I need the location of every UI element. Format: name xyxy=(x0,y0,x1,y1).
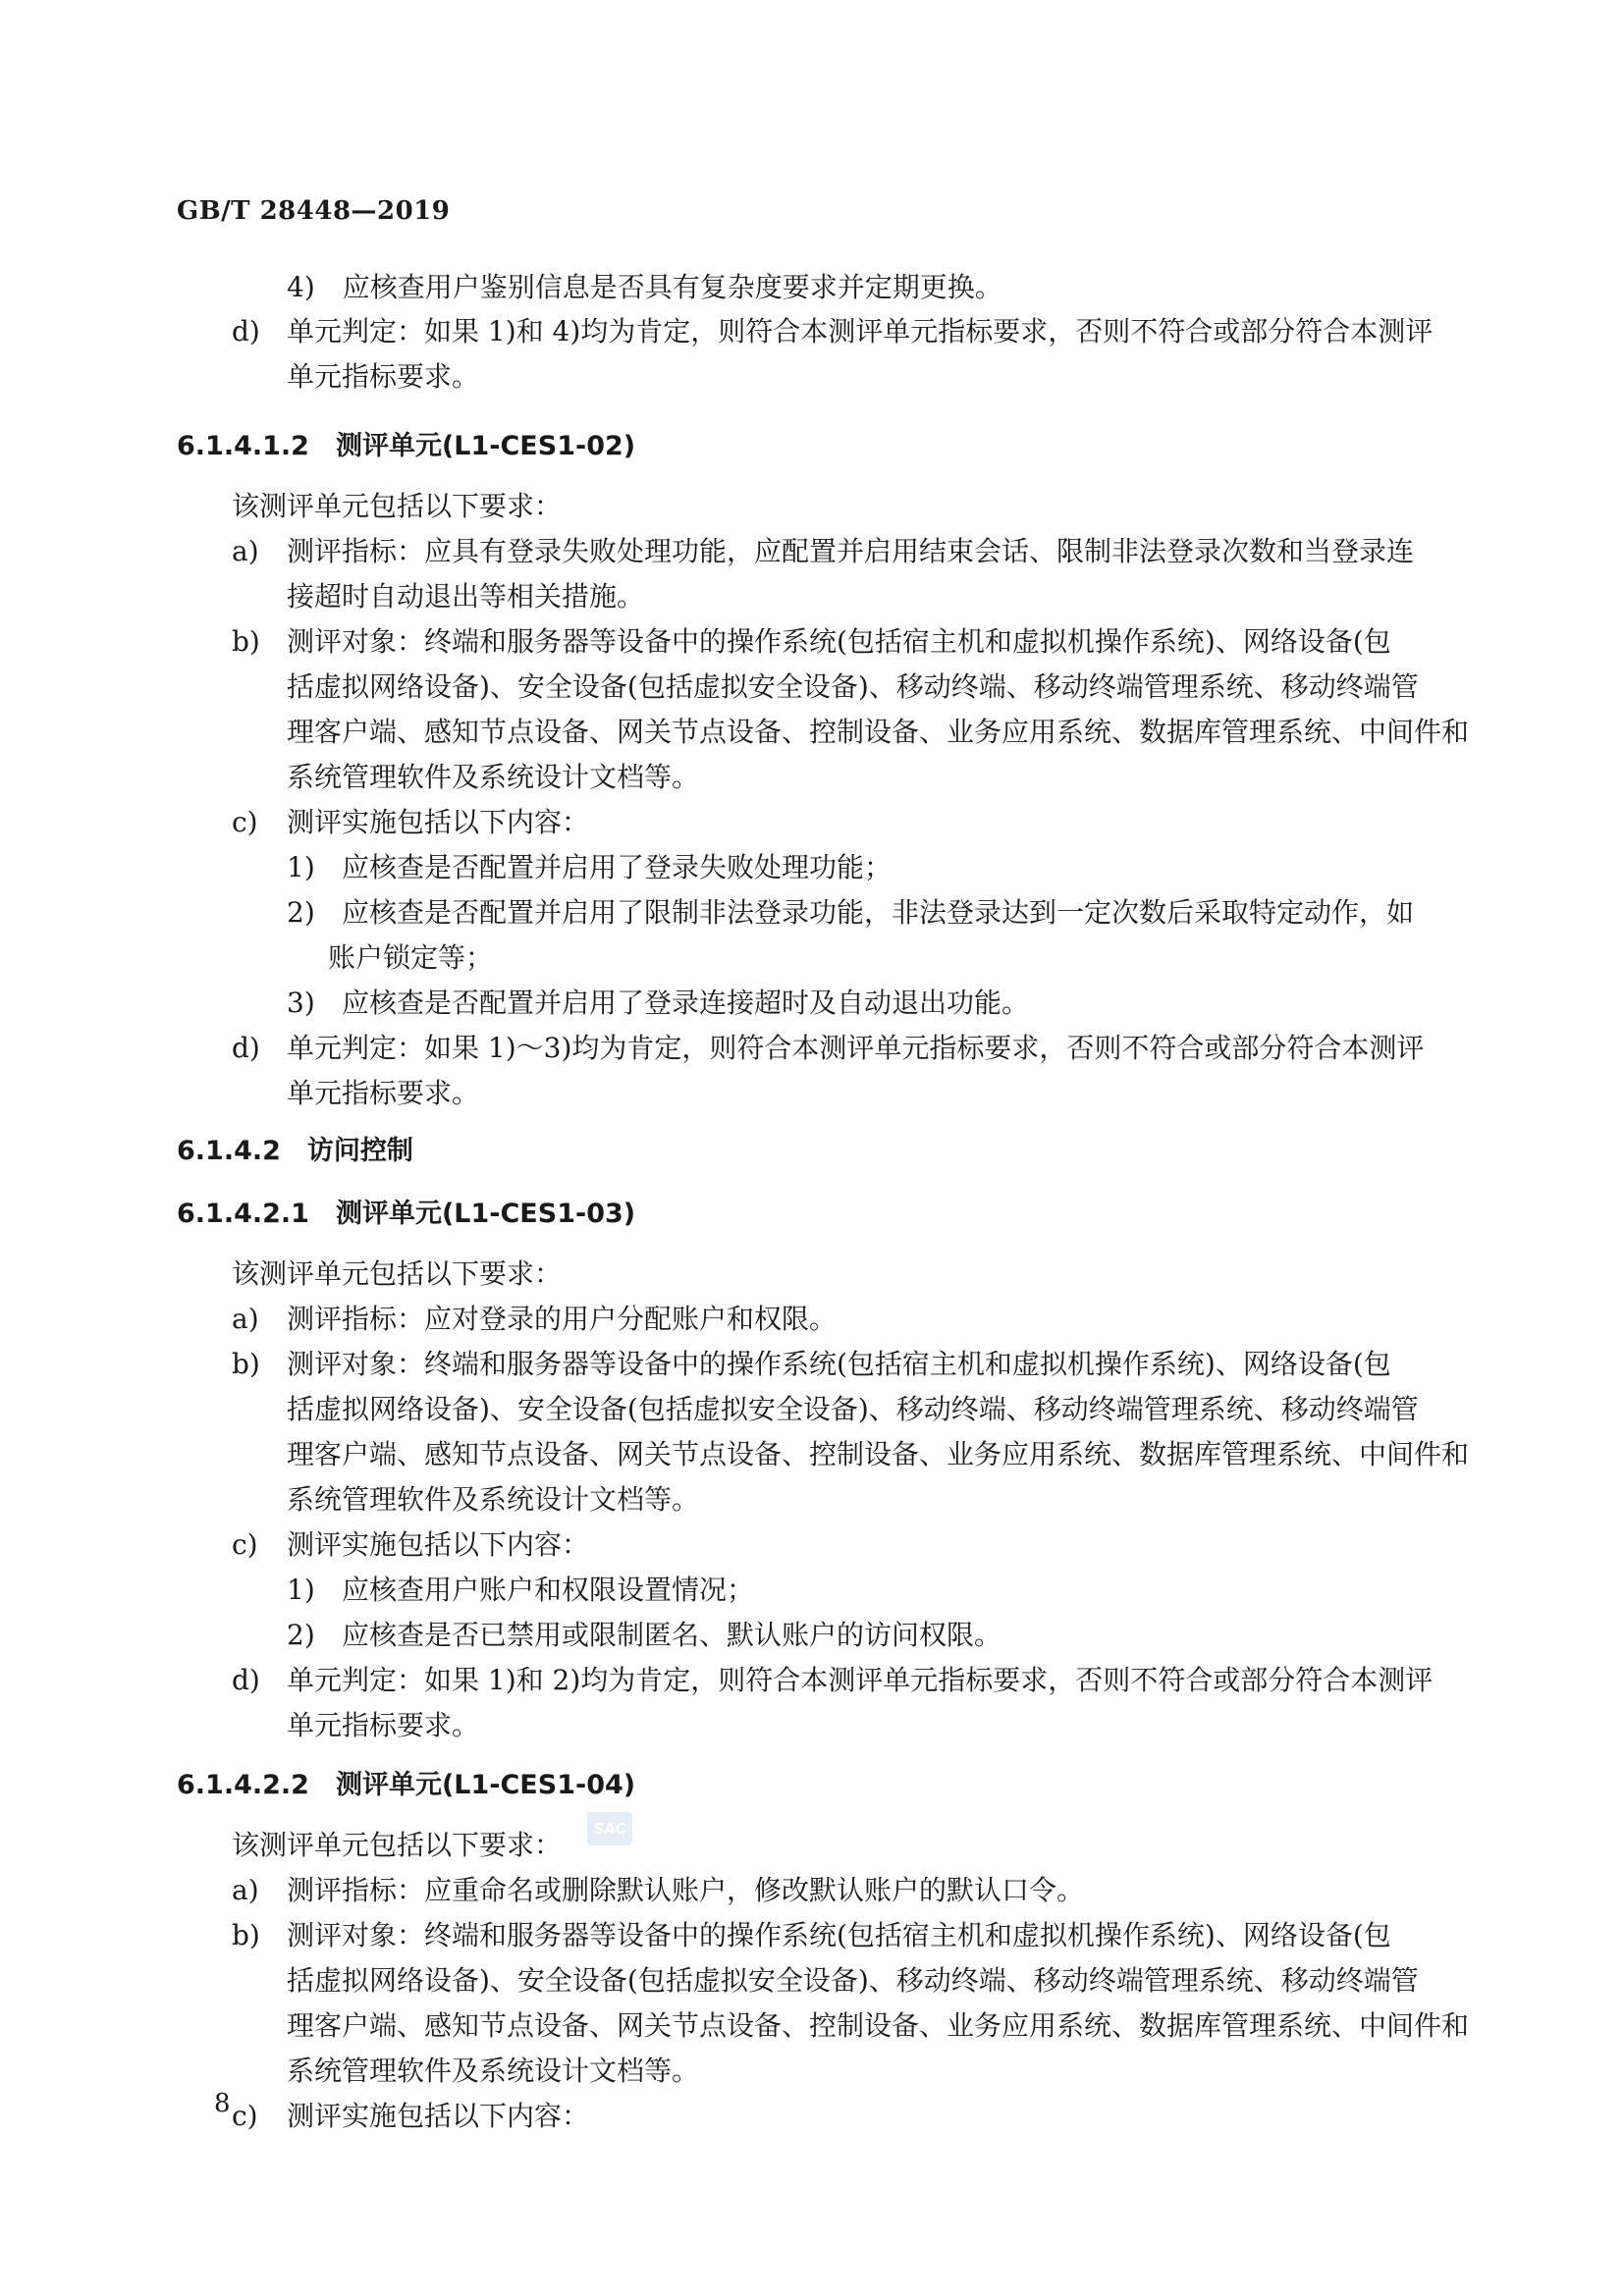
list-label: a) xyxy=(232,1303,259,1335)
paragraph: 该测评单元包括以下要求： xyxy=(232,1257,563,1290)
list-item: 系统管理软件及系统设计文档等。 xyxy=(287,2055,700,2087)
section-heading: 6.1.4.1.2 测评单元(L1-CES1-02) xyxy=(177,431,636,461)
list-label: d) xyxy=(232,1664,260,1696)
standard-number: GB/T 28448—2019 xyxy=(177,196,451,226)
list-item: 测评实施包括以下内容： xyxy=(287,806,590,838)
list-label: 1) xyxy=(287,1574,315,1606)
list-label: c) xyxy=(232,2100,258,2132)
list-item: 接超时自动退出等相关措施。 xyxy=(287,580,645,613)
list-label: d) xyxy=(232,1032,260,1064)
list-item: 应核查用户账户和权限设置情况； xyxy=(342,1574,755,1606)
list-item: 系统管理软件及系统设计文档等。 xyxy=(287,761,700,793)
list-item: 理客户端、感知节点设备、网关节点设备、控制设备、业务应用系统、数据库管理系统、中间件和 xyxy=(287,1438,1470,1470)
list-item: 测评对象：终端和服务器等设备中的操作系统(包括宿主机和虚拟机操作系统)、网络设备(包 xyxy=(287,1919,1391,1951)
list-label: c) xyxy=(232,1528,258,1561)
list-item: 括虚拟网络设备)、安全设备(包括虚拟安全设备)、移动终端、移动终端管理系统、移动终端管 xyxy=(287,1393,1419,1425)
list-item: 测评指标：应重命名或删除默认账户，修改默认账户的默认口令。 xyxy=(287,1874,1085,1906)
list-item: 单元判定：如果 1)和 2)均为肯定，则符合本测评单元指标要求，否则不符合或部分符合本测评 xyxy=(287,1664,1434,1696)
list-item: 测评对象：终端和服务器等设备中的操作系统(包括宿主机和虚拟机操作系统)、网络设备(包 xyxy=(287,625,1391,658)
list-item: 测评对象：终端和服务器等设备中的操作系统(包括宿主机和虚拟机操作系统)、网络设备(包 xyxy=(287,1348,1391,1380)
list-label: c) xyxy=(232,806,258,838)
list-item: 应核查是否已禁用或限制匿名、默认账户的访问权限。 xyxy=(342,1619,1002,1651)
list-label: a) xyxy=(232,1874,259,1906)
list-item: 括虚拟网络设备)、安全设备(包括虚拟安全设备)、移动终端、移动终端管理系统、移动终端管 xyxy=(287,670,1419,703)
section-heading: 6.1.4.2.1 测评单元(L1-CES1-03) xyxy=(177,1199,636,1229)
list-label: a) xyxy=(232,535,259,567)
list-item: 单元指标要求。 xyxy=(287,1709,480,1741)
list-item: 测评指标：应具有登录失败处理功能，应配置并启用结束会话、限制非法登录次数和当登录连 xyxy=(287,535,1415,567)
list-label: d) xyxy=(232,315,260,347)
list-label: 3) xyxy=(287,987,315,1019)
list-item: 测评实施包括以下内容： xyxy=(287,1528,590,1561)
list-item: 系统管理软件及系统设计文档等。 xyxy=(287,1483,700,1516)
sac-watermark-logo: SAC xyxy=(587,1812,632,1845)
section-heading: 6.1.4.2 访问控制 xyxy=(177,1136,413,1166)
list-item: 单元指标要求。 xyxy=(287,1077,480,1109)
list-label: b) xyxy=(232,1919,260,1951)
list-item: 单元判定：如果 1)和 4)均为肯定，则符合本测评单元指标要求，否则不符合或部分符合本测评 xyxy=(287,315,1434,347)
paragraph: 该测评单元包括以下要求： xyxy=(232,1829,563,1861)
list-label: 2) xyxy=(287,1619,315,1651)
list-item: 理客户端、感知节点设备、网关节点设备、控制设备、业务应用系统、数据库管理系统、中间件和 xyxy=(287,716,1470,748)
list-label: 1) xyxy=(287,851,315,883)
list-item: 单元指标要求。 xyxy=(287,360,480,393)
page-number: 8 xyxy=(214,2089,231,2118)
list-label: b) xyxy=(232,625,260,658)
section-heading: 6.1.4.2.2 测评单元(L1-CES1-04) xyxy=(177,1770,636,1800)
list-item: 应核查是否配置并启用了登录失败处理功能； xyxy=(342,851,893,883)
list-item: 单元判定：如果 1)～3)均为肯定，则符合本测评单元指标要求，否则不符合或部分符合本测评 xyxy=(287,1032,1425,1064)
list-item: 测评实施包括以下内容： xyxy=(287,2100,590,2132)
list-item: 括虚拟网络设备)、安全设备(包括虚拟安全设备)、移动终端、移动终端管理系统、移动终端管 xyxy=(287,1964,1419,1997)
list-label: 2) xyxy=(287,896,315,929)
list-item: 测评指标：应对登录的用户分配账户和权限。 xyxy=(287,1303,838,1335)
paragraph: 该测评单元包括以下要求： xyxy=(232,490,563,522)
list-item: 4) 应核查用户鉴别信息是否具有复杂度要求并定期更换。 xyxy=(287,271,1002,303)
list-item: 应核查是否配置并启用了限制非法登录功能，非法登录达到一定次数后采取特定动作，如 xyxy=(342,896,1415,929)
list-item: 应核查是否配置并启用了登录连接超时及自动退出功能。 xyxy=(342,987,1030,1019)
list-item: 理客户端、感知节点设备、网关节点设备、控制设备、业务应用系统、数据库管理系统、中间件和 xyxy=(287,2009,1470,2042)
list-item: 账户锁定等； xyxy=(328,941,494,974)
list-label: b) xyxy=(232,1348,260,1380)
